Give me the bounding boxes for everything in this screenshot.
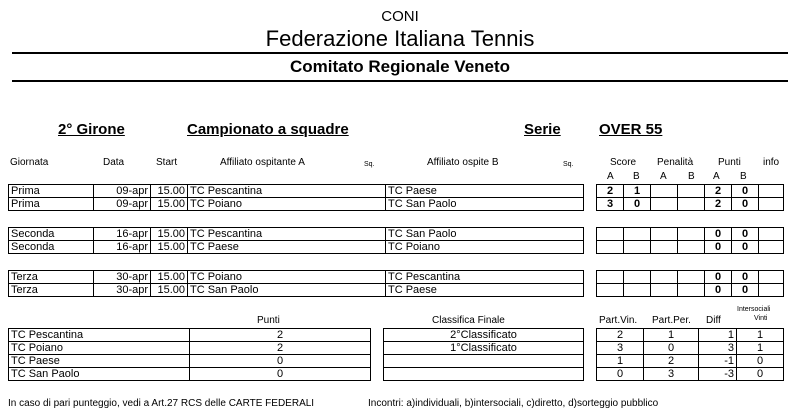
data-cell: 30-apr (94, 284, 151, 297)
classifica-cell (384, 368, 584, 381)
table-row (597, 342, 784, 355)
home-team-cell: TC Pescantina (188, 228, 386, 241)
inter-cell: 0 (737, 355, 784, 368)
standings-partvin-header: Part.Vin. (599, 315, 638, 326)
home-team-cell: TC Paese (188, 241, 386, 254)
table-row (9, 329, 371, 342)
score-a-cell: 2 (597, 185, 624, 198)
classifica-cell (384, 355, 584, 368)
scores-table-terza (596, 270, 784, 297)
table-row (9, 355, 371, 368)
data-cell: 16-apr (94, 228, 151, 241)
scores-table-seconda (596, 227, 784, 254)
standings-punti-header: Punti (257, 315, 280, 326)
pt-a-cell: 0 (705, 228, 732, 241)
partper-cell: 1 (644, 329, 699, 342)
standings-vinti-header: Vinti (754, 315, 768, 322)
col-ospitante: Affiliato ospitante A (220, 157, 305, 168)
partvin-cell: 3 (597, 342, 644, 355)
table-row (9, 241, 584, 254)
away-team-cell: TC San Paolo (386, 198, 584, 211)
classifica-cell: 1°Classificato (384, 342, 584, 355)
header-divider (12, 52, 788, 54)
pt-b-cell: 0 (732, 198, 759, 211)
col-score: Score (610, 157, 637, 168)
table-row (9, 185, 584, 198)
score-b-cell (624, 284, 651, 297)
table-row (384, 329, 584, 342)
info-cell (759, 185, 784, 198)
info-cell (759, 241, 784, 254)
score-a-cell (597, 271, 624, 284)
away-team-cell: TC Poiano (386, 241, 584, 254)
data-cell: 16-apr (94, 241, 151, 254)
info-cell (759, 284, 784, 297)
col-penalita: Penalità (657, 157, 694, 168)
matches-table-prima (8, 184, 584, 211)
table-row (597, 271, 784, 284)
table-row (384, 355, 584, 368)
giornata-cell: Seconda (9, 228, 94, 241)
pen-a-cell (651, 185, 678, 198)
score-a-cell (597, 284, 624, 297)
table-row (597, 368, 784, 381)
data-cell: 30-apr (94, 271, 151, 284)
table-row (9, 368, 371, 381)
inter-cell: 0 (737, 368, 784, 381)
pt-a-cell: 2 (705, 198, 732, 211)
serie-label: Serie (524, 121, 561, 138)
pen-b-cell (678, 198, 705, 211)
score-b-cell (624, 241, 651, 254)
score-b-cell: 1 (624, 185, 651, 198)
pt-b-cell: 0 (732, 271, 759, 284)
pen-b-cell (678, 228, 705, 241)
partper-cell: 0 (644, 342, 699, 355)
pen-a-cell (651, 241, 678, 254)
girone-label: 2° Girone (58, 121, 125, 138)
start-cell: 15.00 (151, 271, 188, 284)
table-row (9, 228, 584, 241)
col-data: Data (103, 157, 125, 168)
pt-b-cell: 0 (732, 228, 759, 241)
table-row (9, 284, 584, 297)
standings-classifica-header: Classifica Finale (432, 315, 505, 326)
table-row (597, 198, 784, 211)
pt-a-cell: 2 (705, 185, 732, 198)
standings-partper-header: Part.Per. (652, 315, 691, 326)
giornata-cell: Prima (9, 198, 94, 211)
giornata-cell: Seconda (9, 241, 94, 254)
punti-cell: 0 (190, 368, 371, 381)
matches-table-seconda (8, 227, 584, 254)
punti-cell: 0 (190, 355, 371, 368)
col-sq-a: Sq. (364, 161, 375, 168)
pen-b-cell (678, 271, 705, 284)
table-row (384, 342, 584, 355)
table-row (597, 228, 784, 241)
serie-value: OVER 55 (599, 121, 663, 138)
partvin-cell: 2 (597, 329, 644, 342)
data-cell: 09-apr (94, 198, 151, 211)
giornata-cell: Prima (9, 185, 94, 198)
table-row (384, 368, 584, 381)
classifica-cell: 2°Classificato (384, 329, 584, 342)
col-info: info (763, 157, 780, 168)
table-row (9, 342, 371, 355)
away-team-cell: TC San Paolo (386, 228, 584, 241)
diff-cell: 3 (699, 342, 737, 355)
scores-table-prima (596, 184, 784, 211)
col-pt-b: B (740, 171, 747, 182)
score-a-cell (597, 241, 624, 254)
pen-a-cell (651, 198, 678, 211)
col-giornata: Giornata (10, 157, 49, 168)
standings-intersociali-header: Intersociali (737, 306, 771, 313)
diff-cell: -3 (699, 368, 737, 381)
info-cell (759, 271, 784, 284)
away-team-cell: TC Pescantina (386, 271, 584, 284)
team-cell: TC Pescantina (9, 329, 190, 342)
start-cell: 15.00 (151, 198, 188, 211)
giornata-cell: Terza (9, 271, 94, 284)
punti-cell: 2 (190, 329, 371, 342)
giornata-cell: Terza (9, 284, 94, 297)
home-team-cell: TC Poiano (188, 198, 386, 211)
partvin-cell: 0 (597, 368, 644, 381)
diff-cell: 1 (699, 329, 737, 342)
table-row (597, 241, 784, 254)
score-b-cell: 0 (624, 198, 651, 211)
start-cell: 15.00 (151, 241, 188, 254)
punti-cell: 2 (190, 342, 371, 355)
score-a-cell: 3 (597, 198, 624, 211)
inter-cell: 1 (737, 342, 784, 355)
team-cell: TC Poiano (9, 342, 190, 355)
home-team-cell: TC San Paolo (188, 284, 386, 297)
col-punti: Punti (718, 157, 741, 168)
table-row (597, 185, 784, 198)
pt-a-cell: 0 (705, 271, 732, 284)
pt-b-cell: 0 (732, 241, 759, 254)
pt-b-cell: 0 (732, 185, 759, 198)
partper-cell: 3 (644, 368, 699, 381)
team-cell: TC San Paolo (9, 368, 190, 381)
pen-a-cell (651, 271, 678, 284)
pen-b-cell (678, 241, 705, 254)
col-start: Start (156, 157, 178, 168)
table-row (597, 355, 784, 368)
data-cell: 09-apr (94, 185, 151, 198)
footer-note: In caso di pari punteggio, vedi a Art.27 RCS delle CARTE FEDERALI (8, 398, 315, 409)
org-title: Federazione Italiana Tennis (265, 26, 535, 51)
col-pen-a: A (660, 171, 667, 182)
pen-a-cell (651, 228, 678, 241)
col-score-b: B (633, 171, 640, 182)
pen-b-cell (678, 185, 705, 198)
table-row (9, 271, 584, 284)
standings-punti-table (8, 328, 371, 381)
standings-diff-header: Diff (706, 315, 721, 326)
col-pen-b: B (688, 171, 695, 182)
start-cell: 15.00 (151, 185, 188, 198)
footer-legend: Incontri: a)individuali, b)intersociali, c)diretto, d)sorteggio pubblico (368, 398, 659, 409)
partvin-cell: 1 (597, 355, 644, 368)
start-cell: 15.00 (151, 284, 188, 297)
pt-b-cell: 0 (732, 284, 759, 297)
score-b-cell (624, 271, 651, 284)
info-cell (759, 228, 784, 241)
pt-a-cell: 0 (705, 241, 732, 254)
info-cell (759, 198, 784, 211)
org-short: CONI (381, 8, 419, 25)
col-ospite: Affiliato ospite B (427, 157, 499, 168)
score-a-cell (597, 228, 624, 241)
matches-table-terza (8, 270, 584, 297)
col-pt-a: A (713, 171, 720, 182)
team-cell: TC Paese (9, 355, 190, 368)
table-row (597, 329, 784, 342)
classifica-table (383, 328, 584, 381)
stats-table (596, 328, 784, 381)
pen-b-cell (678, 284, 705, 297)
partper-cell: 2 (644, 355, 699, 368)
away-team-cell: TC Paese (386, 284, 584, 297)
table-row (597, 284, 784, 297)
campionato-label: Campionato a squadre (187, 121, 349, 138)
start-cell: 15.00 (151, 228, 188, 241)
pen-a-cell (651, 284, 678, 297)
away-team-cell: TC Paese (386, 185, 584, 198)
home-team-cell: TC Pescantina (188, 185, 386, 198)
table-row (9, 198, 584, 211)
col-score-a: A (607, 171, 614, 182)
col-sq-b: Sq. (563, 161, 574, 168)
home-team-cell: TC Poiano (188, 271, 386, 284)
committee-title: Comitato Regionale Veneto (289, 57, 511, 76)
score-b-cell (624, 228, 651, 241)
diff-cell: -1 (699, 355, 737, 368)
header-divider-2 (12, 80, 788, 82)
inter-cell: 1 (737, 329, 784, 342)
pt-a-cell: 0 (705, 284, 732, 297)
